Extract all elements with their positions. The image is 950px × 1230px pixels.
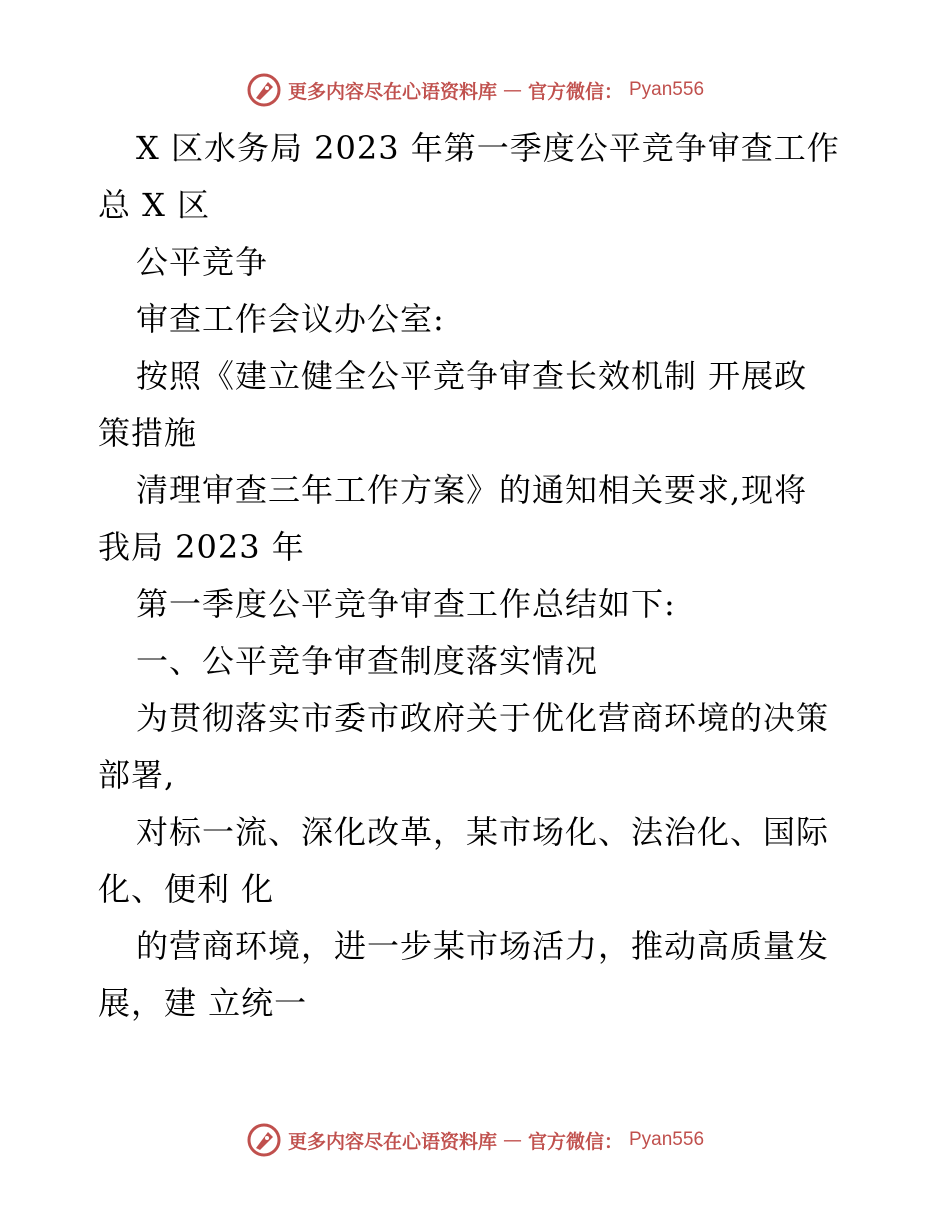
- document-line: 为贯彻落实市委市政府关于优化营商环境的决策: [136, 699, 830, 737]
- document-line: 对标一流、深化改革，某市场化、法治化、国际: [136, 813, 830, 851]
- watermark-brand: 更多内容尽在心语资料库: [287, 1130, 497, 1153]
- watermark-brand: 更多内容尽在心语资料库: [287, 80, 497, 103]
- document-line: 一、公平竞争审查制度落实情况: [136, 642, 599, 680]
- document-line: 的营商环境，进一步某市场活力，推动高质量发: [136, 927, 830, 965]
- document-line: 我局 2023 年: [98, 528, 305, 566]
- document-line: 化、便利 化: [98, 870, 275, 908]
- document-line: 展，建 立统一: [98, 984, 308, 1022]
- watermark-header: [0, 70, 950, 110]
- watermark-official-label: 官方微信：: [527, 1130, 623, 1153]
- pen-nib-logo-icon: [246, 72, 282, 108]
- document-line: 公平竞争: [136, 243, 269, 281]
- watermark-wechat-id: Pyan556: [629, 1129, 705, 1150]
- document-line: 审查工作会议办公室:: [136, 300, 445, 338]
- document-body: [98, 120, 858, 1032]
- watermark-official-label: 官方微信：: [527, 80, 623, 103]
- document-line: 总 X 区: [98, 186, 211, 224]
- document-line: 第一季度公平竞争审查工作总结如下:: [136, 585, 676, 623]
- pen-nib-logo-icon: [246, 1122, 282, 1158]
- document-line: 清理审查三年工作方案》的通知相关要求,现将: [136, 471, 808, 509]
- document-line: 按照《建立健全公平竞争审查长效机制 开展政: [136, 357, 808, 395]
- watermark-wechat-id: Pyan556: [629, 79, 705, 100]
- watermark-separator: —: [502, 1129, 522, 1151]
- document-line: X 区水务局 2023 年第一季度公平竞争审查工作: [136, 129, 840, 167]
- document-line: 策措施: [98, 414, 198, 452]
- watermark-separator: —: [502, 79, 522, 101]
- watermark-footer: [0, 1120, 950, 1160]
- document-line: 部署,: [98, 756, 176, 794]
